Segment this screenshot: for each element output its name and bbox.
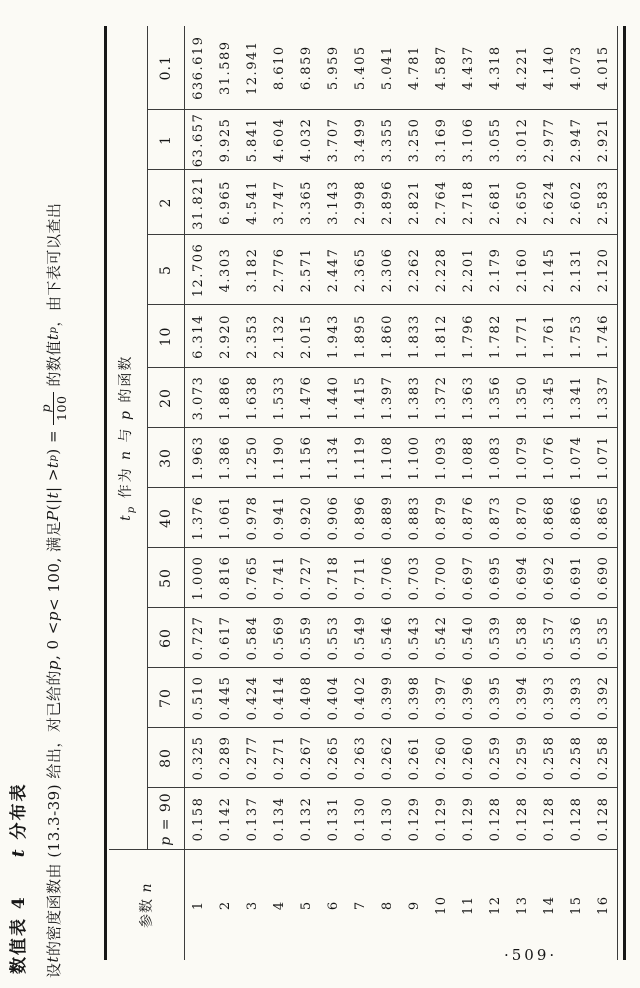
table-cell: 0.258 (536, 728, 563, 788)
span-var-p: p (118, 409, 135, 420)
table-cell: 2.365 (347, 235, 374, 305)
table-cell: 1.415 (347, 368, 374, 428)
table-cell: 1.000 (185, 548, 213, 608)
table-cell: 3.073 (185, 368, 213, 428)
table-cell: 0.393 (536, 668, 563, 728)
table-cell: 0.896 (347, 488, 374, 548)
table-cell: 0.131 (320, 788, 347, 850)
table-cell: 0.129 (401, 788, 428, 850)
col-header-p1: 1 (148, 110, 185, 170)
corner-var-n: n (138, 882, 155, 893)
table-cell: 4.015 (590, 26, 618, 110)
table-cell: 2.447 (320, 235, 347, 305)
table-row-n4 (266, 26, 293, 960)
table-cell: 0.816 (212, 548, 239, 608)
table-cell: 3.707 (320, 110, 347, 170)
table-cell: 0.543 (401, 608, 428, 668)
intro-subscript-p: p (47, 326, 59, 334)
table-cell: 5.959 (320, 26, 347, 110)
table-cell: 0.392 (590, 668, 618, 728)
table-cell: 2.201 (455, 235, 482, 305)
table-cell: 0.540 (455, 608, 482, 668)
table-cell: 4.221 (509, 26, 536, 110)
table-cell: 0.128 (482, 788, 509, 850)
table-cell: 0.404 (320, 668, 347, 728)
table-cell: 2.977 (536, 110, 563, 170)
table-cell: 3.747 (266, 170, 293, 235)
table-cell: 3.499 (347, 110, 374, 170)
span-var-t: t (118, 513, 135, 521)
table-cell: 0.259 (509, 728, 536, 788)
table-cell: 0.883 (401, 488, 428, 548)
table-cell: 0.398 (401, 668, 428, 728)
table-cell: 4.781 (401, 26, 428, 110)
table-cell: 1.440 (320, 368, 347, 428)
table-cell: 3.250 (401, 110, 428, 170)
table-cell: 1.356 (482, 368, 509, 428)
table-cell: 2.160 (509, 235, 536, 305)
table-cell: 0.397 (428, 668, 455, 728)
col-header-p50: 50 (148, 548, 185, 608)
intro-seg: , 0 < (44, 621, 62, 661)
table-cell: 1.083 (482, 428, 509, 488)
table-cell: 0.128 (509, 788, 536, 850)
table-cell: 0.889 (374, 488, 401, 548)
row-label-n: 7 (353, 900, 368, 911)
table-cell: 1.190 (266, 428, 293, 488)
table-cell: 0.132 (293, 788, 320, 850)
table-cell: 0.128 (563, 788, 590, 850)
table-row-n12 (482, 26, 509, 960)
row-label-n: 6 (326, 900, 341, 911)
table-cell: 2.571 (293, 235, 320, 305)
table-cell: 0.727 (185, 608, 213, 668)
table-cell: 0.445 (212, 668, 239, 728)
table-row-n3 (239, 26, 266, 960)
table-cell: 0.868 (536, 488, 563, 548)
intro-seg: < 100, 满足 (44, 521, 63, 612)
col-header-p0.1: 0.1 (148, 26, 185, 110)
table-cell: 1.350 (509, 368, 536, 428)
table-cell: 1.397 (374, 368, 401, 428)
table-cell: 2.132 (266, 305, 293, 368)
table-cell: 0.692 (536, 548, 563, 608)
table-cell: 2.015 (293, 305, 320, 368)
table-cell: 0.394 (509, 668, 536, 728)
table-row-n5 (293, 26, 320, 960)
table-cell: 4.140 (536, 26, 563, 110)
table-cell: 4.541 (239, 170, 266, 235)
table-cell: 0.706 (374, 548, 401, 608)
table-cell: 3.182 (239, 235, 266, 305)
table-cell: 1.533 (266, 368, 293, 428)
corner-header-parameter-n (109, 850, 185, 960)
table-cell: 1.088 (455, 428, 482, 488)
table-cell: 2.602 (563, 170, 590, 235)
table-cell: 2.947 (563, 110, 590, 170)
col-header-p70: 70 (148, 668, 185, 728)
table-cell: 1.383 (401, 368, 428, 428)
table-cell: 0.695 (482, 548, 509, 608)
table-cell: 2.764 (428, 170, 455, 235)
fraction-numerator: p (37, 404, 53, 413)
table-cell: 3.106 (455, 110, 482, 170)
table-cell: 2.718 (455, 170, 482, 235)
table-row-n2 (212, 26, 239, 960)
table-cell: 0.261 (401, 728, 428, 788)
table-cell: 2.920 (212, 305, 239, 368)
row-label-n: 3 (245, 900, 260, 911)
table-cell: 0.866 (563, 488, 590, 548)
span-seg: 与 (118, 420, 135, 449)
col-header-p5: 5 (148, 235, 185, 305)
intro-prob-symbol: P (44, 510, 62, 521)
table-cell: 3.355 (374, 110, 401, 170)
table-cell: 636.619 (185, 26, 213, 110)
table-cell: 8.610 (266, 26, 293, 110)
table-cell: 0.134 (266, 788, 293, 850)
table-cell: 0.870 (509, 488, 536, 548)
table-header-row-2 (148, 26, 185, 960)
span-header-tp-function (109, 26, 148, 850)
table-row-n8 (374, 26, 401, 960)
table-cell: 2.650 (509, 170, 536, 235)
span-seg: 的函数 (118, 354, 135, 410)
table-cell: 4.303 (212, 235, 239, 305)
t-distribution-table (109, 26, 618, 960)
table-cell: 0.865 (590, 488, 618, 548)
table-cell: 2.998 (347, 170, 374, 235)
table-cell: 0.941 (266, 488, 293, 548)
table-cell: 1.134 (320, 428, 347, 488)
table-cell: 1.093 (428, 428, 455, 488)
table-cell: 4.318 (482, 26, 509, 110)
title-text-2: 分布表 (9, 782, 29, 848)
table-header-row-1 (109, 26, 148, 960)
page-number: ·509· (504, 946, 558, 964)
table-cell: 1.638 (239, 368, 266, 428)
table-cell: 0.260 (428, 728, 455, 788)
table-cell: 4.437 (455, 26, 482, 110)
table-cell: 0.741 (266, 548, 293, 608)
table-cell: 2.262 (401, 235, 428, 305)
table-cell: 1.812 (428, 305, 455, 368)
table-cell: 0.158 (185, 788, 213, 850)
table-cell: 2.120 (590, 235, 618, 305)
table-cell: 1.782 (482, 305, 509, 368)
table-cell: 0.395 (482, 668, 509, 728)
table-cell: 2.921 (590, 110, 618, 170)
table-cell: 1.363 (455, 368, 482, 428)
table-cell: 31.821 (185, 170, 213, 235)
table-cell: 1.376 (185, 488, 213, 548)
table-cell: 0.906 (320, 488, 347, 548)
table-row-n14 (536, 26, 563, 960)
table-cell: 0.538 (509, 608, 536, 668)
col-header-p10: 10 (148, 305, 185, 368)
table-cell: 3.169 (428, 110, 455, 170)
table-cell: 4.032 (293, 110, 320, 170)
row-label-n: 12 (488, 895, 503, 916)
table-cell: 1.753 (563, 305, 590, 368)
table-cell: 0.718 (320, 548, 347, 608)
title-variable-t: t (9, 847, 29, 858)
table-cell: 2.821 (401, 170, 428, 235)
table-cell: 63.657 (185, 110, 213, 170)
table-cell: 0.703 (401, 548, 428, 608)
table-cell: 1.761 (536, 305, 563, 368)
table-row-n1 (185, 26, 213, 960)
row-label-n: 2 (218, 900, 233, 911)
table-cell: 0.408 (293, 668, 320, 728)
table-cell: 0.271 (266, 728, 293, 788)
row-label-n: 9 (407, 900, 422, 911)
table-cell: 1.476 (293, 368, 320, 428)
table-row-n15 (563, 26, 590, 960)
span-sub-p: p (125, 504, 137, 514)
intro-seg: 的密度函数由 (13.3-39) 给出，对已给的 (44, 670, 63, 956)
table-cell: 2.145 (536, 235, 563, 305)
table-cell: 0.129 (455, 788, 482, 850)
intro-seg: ) = (44, 429, 62, 455)
table-cell: 0.535 (590, 608, 618, 668)
t-distribution-table-wrap (104, 26, 626, 960)
table-body (185, 26, 618, 960)
table-cell: 1.337 (590, 368, 618, 428)
table-row-n9 (401, 26, 428, 960)
table-cell: 0.569 (266, 608, 293, 668)
col-header-p60: 60 (148, 608, 185, 668)
table-cell: 0.396 (455, 668, 482, 728)
table-cell: 0.536 (563, 608, 590, 668)
table-cell: 12.706 (185, 235, 213, 305)
col-header-p20: 20 (148, 368, 185, 428)
table-cell: 0.546 (374, 608, 401, 668)
col-header-p40: 40 (148, 488, 185, 548)
table-cell: 5.841 (239, 110, 266, 170)
table-cell: 0.539 (482, 608, 509, 668)
table-cell: 1.886 (212, 368, 239, 428)
table-cell: 4.604 (266, 110, 293, 170)
span-seg: 作为 (118, 459, 135, 505)
table-cell: 2.896 (374, 170, 401, 235)
table-cell: 0.260 (455, 728, 482, 788)
header-eq: = (158, 812, 174, 836)
table-cell: 0.265 (320, 728, 347, 788)
intro-var-p: p (44, 660, 62, 671)
table-cell: 3.012 (509, 110, 536, 170)
table-cell: 0.873 (482, 488, 509, 548)
table-cell: 31.589 (212, 26, 239, 110)
table-row-n10 (428, 26, 455, 960)
table-cell: 1.771 (509, 305, 536, 368)
table-cell: 0.879 (428, 488, 455, 548)
table-cell: 1.345 (536, 368, 563, 428)
table-cell: 1.071 (590, 428, 618, 488)
table-cell: 2.131 (563, 235, 590, 305)
table-cell: 0.978 (239, 488, 266, 548)
table-cell: 0.128 (536, 788, 563, 850)
table-cell: 9.925 (212, 110, 239, 170)
table-cell: 0.553 (320, 608, 347, 668)
page-title (4, 782, 29, 974)
row-label-n: 16 (590, 850, 618, 960)
table-cell: 0.549 (347, 608, 374, 668)
table-cell: 0.617 (212, 608, 239, 668)
table-cell: 0.258 (563, 728, 590, 788)
fraction-denominator: 100 (53, 392, 69, 425)
table-cell: 1.746 (590, 305, 618, 368)
fraction-p-over-100 (38, 392, 69, 425)
table-cell: 2.681 (482, 170, 509, 235)
table-cell: 6.314 (185, 305, 213, 368)
table-cell: 0.694 (509, 548, 536, 608)
table-cell: 0.263 (347, 728, 374, 788)
table-cell: 0.129 (428, 788, 455, 850)
col-header-p80: 80 (148, 728, 185, 788)
table-cell: 0.700 (428, 548, 455, 608)
table-cell: 0.402 (347, 668, 374, 728)
table-row-n6 (320, 26, 347, 960)
table-cell: 1.895 (347, 305, 374, 368)
row-label-n: 10 (434, 895, 449, 916)
table-cell: 1.943 (320, 305, 347, 368)
table-cell: 6.859 (293, 26, 320, 110)
table-row-n11 (455, 26, 482, 960)
table-cell: 2.583 (590, 170, 618, 235)
table-cell: 0.537 (536, 608, 563, 668)
table-cell: 2.624 (536, 170, 563, 235)
col-header-p2: 2 (148, 170, 185, 235)
table-cell: 5.405 (347, 26, 374, 110)
table-row-n7 (347, 26, 374, 960)
table-cell: 1.860 (374, 305, 401, 368)
table-row-n16 (590, 26, 618, 960)
table-cell: 5.041 (374, 26, 401, 110)
table-cell: 12.941 (239, 26, 266, 110)
table-cell: 3.055 (482, 110, 509, 170)
table-cell: 0.258 (590, 728, 618, 788)
table-cell: 0.765 (239, 548, 266, 608)
table-row-n13 (509, 26, 536, 960)
span-var-n: n (118, 448, 135, 460)
intro-var-t: t (44, 461, 62, 469)
row-label-n: 11 (461, 895, 476, 916)
row-label-n: 5 (299, 900, 314, 911)
row-label-n: 15 (569, 895, 584, 916)
table-cell: 1.386 (212, 428, 239, 488)
table-cell: 0.142 (212, 788, 239, 850)
table-cell: 1.076 (536, 428, 563, 488)
col-header-p30: 30 (148, 428, 185, 488)
table-cell: 1.074 (563, 428, 590, 488)
table-cell: 0.584 (239, 608, 266, 668)
table-cell: 2.228 (428, 235, 455, 305)
table-cell: 1.250 (239, 428, 266, 488)
intro-seg: | > (44, 468, 62, 492)
header-val: 90 (158, 792, 174, 813)
table-cell: 2.179 (482, 235, 509, 305)
table-cell: 1.079 (509, 428, 536, 488)
table-cell: 0.128 (590, 788, 618, 850)
table-cell: 0.697 (455, 548, 482, 608)
table-cell: 1.796 (455, 305, 482, 368)
table-cell: 1.833 (401, 305, 428, 368)
table-cell: 0.920 (293, 488, 320, 548)
table-cell: 0.559 (293, 608, 320, 668)
corner-label: 参数 (138, 892, 155, 928)
table-cell: 1.119 (347, 428, 374, 488)
table-cell: 0.399 (374, 668, 401, 728)
table-cell: 4.587 (428, 26, 455, 110)
intro-seg: (| (44, 498, 62, 511)
intro-seg: 设 (44, 962, 63, 978)
table-cell: 4.073 (563, 26, 590, 110)
table-cell: 0.711 (347, 548, 374, 608)
header-var-p: p (158, 835, 174, 846)
table-cell: 2.306 (374, 235, 401, 305)
table-cell: 0.727 (293, 548, 320, 608)
intro-var-t: t (44, 333, 62, 341)
intro-subscript-p: p (47, 454, 59, 462)
table-cell: 1.341 (563, 368, 590, 428)
intro-var-t: t (44, 955, 62, 963)
intro-seg: 的数值 (44, 340, 63, 387)
table-cell: 1.108 (374, 428, 401, 488)
table-cell: 0.325 (185, 728, 213, 788)
table-cell: 3.143 (320, 170, 347, 235)
table-cell: 0.289 (212, 728, 239, 788)
table-cell: 1.100 (401, 428, 428, 488)
table-cell: 0.137 (239, 788, 266, 850)
table-cell: 1.156 (293, 428, 320, 488)
row-label-n: 13 (515, 895, 530, 916)
row-label-n: 8 (380, 900, 395, 911)
table-cell: 0.267 (293, 728, 320, 788)
table-cell: 1.963 (185, 428, 213, 488)
table-cell: 0.259 (482, 728, 509, 788)
table-cell: 3.365 (293, 170, 320, 235)
table-cell: 0.277 (239, 728, 266, 788)
intro-var-p: p (44, 611, 62, 622)
table-cell: 0.130 (347, 788, 374, 850)
row-label-n: 4 (272, 900, 287, 911)
intro-text (32, 203, 74, 978)
table-cell: 2.776 (266, 235, 293, 305)
table-cell: 2.353 (239, 305, 266, 368)
table-cell: 0.690 (590, 548, 618, 608)
title-text: 数值表 4 (9, 857, 29, 974)
col-header-p90 (148, 788, 185, 850)
table-cell: 1.061 (212, 488, 239, 548)
row-label-n: 1 (191, 900, 206, 911)
table-cell: 0.542 (428, 608, 455, 668)
table-cell: 0.414 (266, 668, 293, 728)
intro-var-t: t (44, 491, 62, 499)
table-cell: 0.691 (563, 548, 590, 608)
table-cell: 1.372 (428, 368, 455, 428)
row-label-n: 14 (542, 895, 557, 916)
table-cell: 0.424 (239, 668, 266, 728)
table-cell: 0.393 (563, 668, 590, 728)
intro-seg: ，由下表可以查出 (44, 202, 63, 327)
table-cell: 0.262 (374, 728, 401, 788)
table-cell: 0.130 (374, 788, 401, 850)
table-cell: 0.876 (455, 488, 482, 548)
table-cell: 0.510 (185, 668, 213, 728)
table-cell: 6.965 (212, 170, 239, 235)
